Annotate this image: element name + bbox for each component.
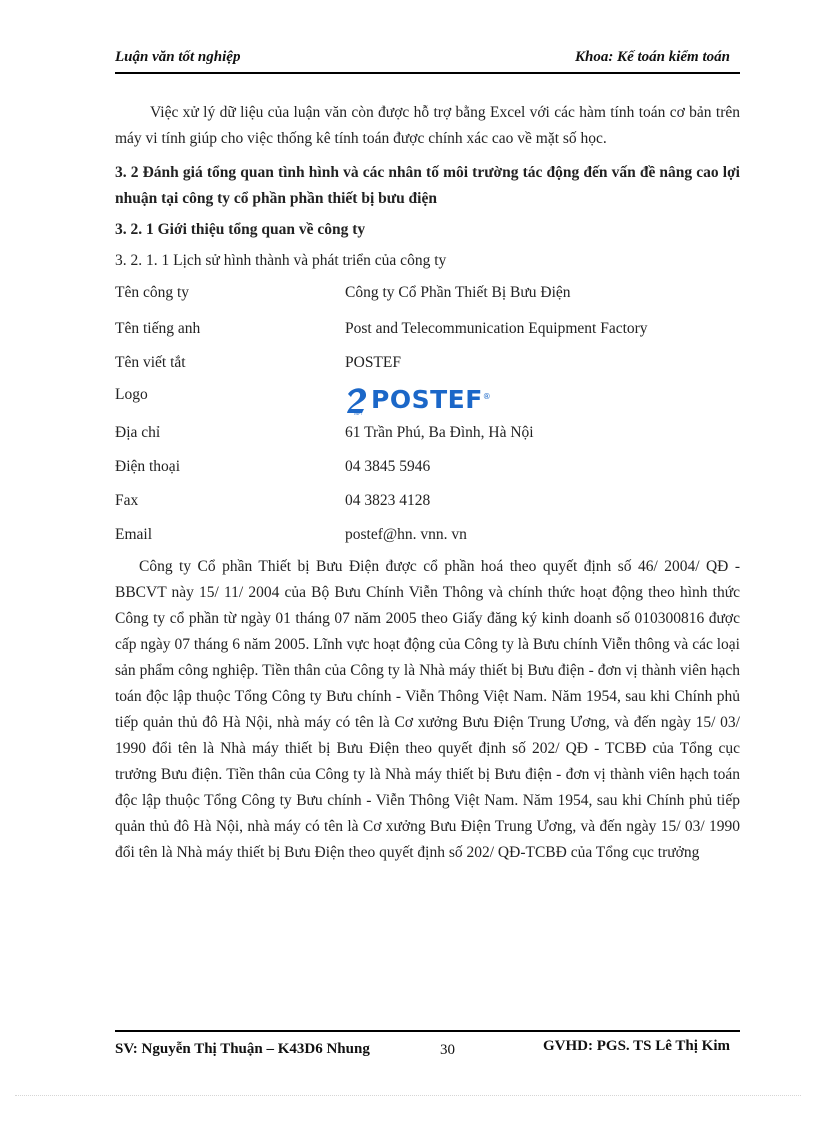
page-footer bbox=[115, 1030, 740, 1058]
page-number: 30 bbox=[440, 1042, 455, 1058]
vnpt-swirl-icon bbox=[345, 385, 371, 415]
page-body bbox=[115, 100, 740, 866]
footer-advisor: GVHD: PGS. TS Lê Thị Kim bbox=[543, 1038, 730, 1054]
header-thesis-title: Luận văn tốt nghiệp bbox=[115, 49, 241, 65]
info-label: Địa chỉ bbox=[115, 424, 161, 441]
info-row-company-name bbox=[115, 280, 740, 306]
info-label: Tên công ty bbox=[115, 284, 190, 301]
info-value: Công ty Cổ Phần Thiết Bị Bưu Điện bbox=[345, 284, 571, 301]
header-faculty: Khoa: Kế toán kiểm toán bbox=[574, 49, 730, 65]
intro-paragraph: Việc xử lý dữ liệu của luận văn còn được hỗ trợ bằng Excel với các hàm tính toán cơ bản trên máy vi tính giúp cho việc thống kê tính toán được chính xác cao về mặt số học. bbox=[115, 104, 740, 147]
info-value: Post and Telecommunication Equipment Factory bbox=[345, 320, 648, 337]
info-value: 61 Trần Phú, Ba Đình, Hà Nội bbox=[345, 424, 534, 441]
company-info-table bbox=[115, 280, 740, 548]
info-row-address bbox=[115, 420, 740, 446]
info-label: Fax bbox=[115, 492, 139, 509]
postef-logo bbox=[345, 382, 740, 418]
section-heading: 3. 2 Đánh giá tổng quan tình hình và các nhân tố môi trường tác động đến vấn đề nâng cao lợi nhuận tại công ty cổ phần phần thiết bị bưu điện bbox=[115, 164, 740, 207]
subsubsection-heading: 3. 2. 1. 1 Lịch sử hình thành và phát triển của công ty bbox=[115, 252, 447, 269]
info-label: Tên tiếng anh bbox=[115, 320, 201, 337]
vnpt-label: VNPT bbox=[353, 412, 363, 415]
info-label: Điện thoại bbox=[115, 458, 180, 475]
info-label: Email bbox=[115, 526, 153, 543]
info-value: 04 3823 4128 bbox=[345, 492, 431, 509]
info-row-logo bbox=[115, 382, 740, 418]
info-row-abbreviation bbox=[115, 350, 740, 376]
info-label: Tên viết tắt bbox=[115, 354, 186, 371]
info-value: postef@hn. vnn. vn bbox=[345, 526, 467, 543]
history-paragraph: Công ty Cổ phần Thiết bị Bưu Điện được cổ phần hoá theo quyết định số 46/ 2004/ QĐ - BBCVT này 15/ 11/ 2004 của Bộ Bưu Chính Viễn Thông và chính thức hoạt động theo hình thức Công ty cổ phần từ ngày 01 tháng 07 năm 2005 theo Giấy đăng ký kinh doanh số 010300816 được cấp ngày 07 tháng 6 năm 2005. Lĩnh vực hoạt động của Công ty là Bưu chính Viễn thông và các loại sản phẩm công nghiệp. Tiền thân của Công ty là Nhà máy thiết bị Bưu điện - đơn vị thành viên hạch toán độc lập thuộc Tổng Công ty Bưu chính - Viễn Thông Việt Nam. Năm 1954, sau khi Chính phủ tiếp quản thủ đô Hà Nội, nhà máy có tên là Cơ xưởng Bưu Điện Trung Ương, và đến ngày 15/ 03/ 1990 đổi tên là Nhà máy thiết bị Bưu Điện theo quyết định số 202/ QĐ - TCBĐ của Tổng cục trưởng Bưu điện. Tiền thân của Công ty là Nhà máy thiết bị Bưu điện - đơn vị thành viên hạch toán độc lập thuộc Tổng Công ty Bưu chính - Viễn Thông Việt Nam. Năm 1954, sau khi Chính phủ tiếp quản thủ đô Hà Nội, nhà máy có tên là Cơ xưởng Bưu Điện Trung Ương, và đến ngày 15/ 03/ 1990 đổi tên là Nhà máy thiết bị Bưu Điện theo quyết định số 202/ QĐ-TCBĐ của Tổng cục trưởng bbox=[115, 558, 740, 861]
subsection-heading: 3. 2. 1 Giới thiệu tổng quan về công ty bbox=[115, 221, 366, 238]
logo-wordmark: POSTEF bbox=[371, 385, 483, 414]
info-value: 04 3845 5946 bbox=[345, 458, 431, 475]
info-value: POSTEF bbox=[345, 354, 401, 371]
info-row-email bbox=[115, 522, 740, 548]
info-row-english-name bbox=[115, 316, 740, 342]
page-header bbox=[115, 46, 740, 74]
registered-mark: ® bbox=[482, 392, 491, 401]
info-row-phone bbox=[115, 454, 740, 480]
page-edge-divider bbox=[15, 1095, 801, 1096]
info-label: Logo bbox=[115, 386, 148, 403]
info-row-fax bbox=[115, 488, 740, 514]
footer-student: SV: Nguyễn Thị Thuận – K43D6 Nhung bbox=[115, 1041, 370, 1057]
